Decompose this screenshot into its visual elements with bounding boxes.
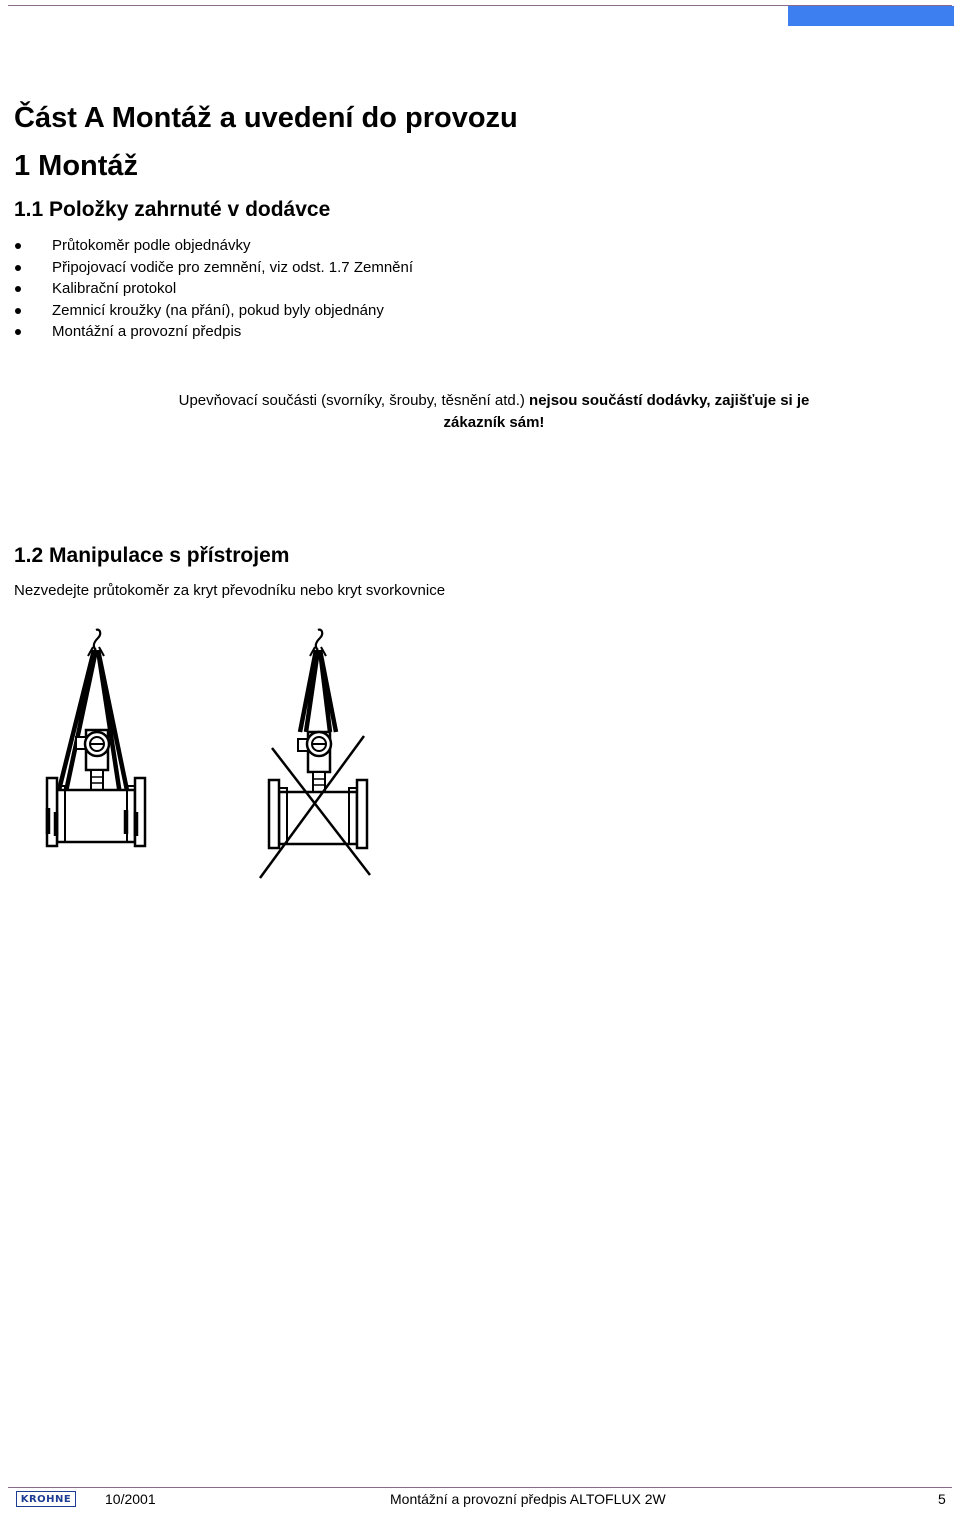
- subsection-heading-1-1: 1.1 Položky zahrnuté v dodávce: [14, 198, 331, 221]
- list-item: [14, 235, 413, 257]
- footer-rule: [8, 1487, 952, 1488]
- list-item-text: Průtokoměr podle objednávky: [52, 237, 251, 254]
- list-item: [14, 321, 413, 343]
- bullet-icon: [15, 265, 21, 271]
- delivery-items-list: [14, 235, 413, 343]
- list-item: [14, 257, 413, 279]
- list-item-text: Zemnicí kroužky (na přání), pokud byly objednány: [52, 301, 384, 319]
- fasteners-note: [160, 390, 828, 433]
- bullet-icon: [15, 243, 21, 249]
- flowmeter-lifted-by-slings-on-body-icon: [47, 630, 145, 846]
- footer-document-title: Montážní a provozní předpis ALTOFLUX 2W: [390, 1491, 666, 1507]
- lifting-figure: [30, 620, 390, 890]
- list-item: [14, 300, 413, 322]
- subsection-heading-1-2: 1.2 Manipulace s přístrojem: [14, 544, 290, 567]
- footer-page-number: 5: [938, 1491, 946, 1507]
- krohne-logo: [16, 1491, 76, 1507]
- list-item-text: Kalibrační protokol: [52, 280, 177, 297]
- list-item-text: Připojovací vodiče pro zemnění, viz odst. 1.7 Zemnění: [52, 258, 414, 276]
- flowmeter-lifted-by-converter-housing-crossed-out-icon: [260, 630, 370, 878]
- section-title: Část A Montáž a uvedení do provozu: [14, 102, 518, 134]
- handling-instruction: Nezvedejte průtokoměr za kryt převodníku nebo kryt svorkovnice: [14, 582, 446, 599]
- list-item-text: Montážní a provozní předpis: [52, 323, 242, 340]
- list-item: [14, 278, 413, 300]
- note-regular-text: Upevňovací součásti (svorníky, šrouby, těsnění atd.): [178, 392, 530, 409]
- footer-date: 10/2001: [105, 1491, 156, 1507]
- logo-text: KROHNE: [20, 1493, 72, 1505]
- bullet-icon: [15, 308, 21, 314]
- header-accent-bar: [788, 6, 954, 26]
- note-bold-text: nejsou součástí dodávky, zajišťuje si je zákazník sám!: [443, 392, 810, 431]
- chapter-title: 1 Montáž: [14, 150, 139, 182]
- bullet-icon: [15, 286, 21, 292]
- bullet-icon: [15, 329, 21, 335]
